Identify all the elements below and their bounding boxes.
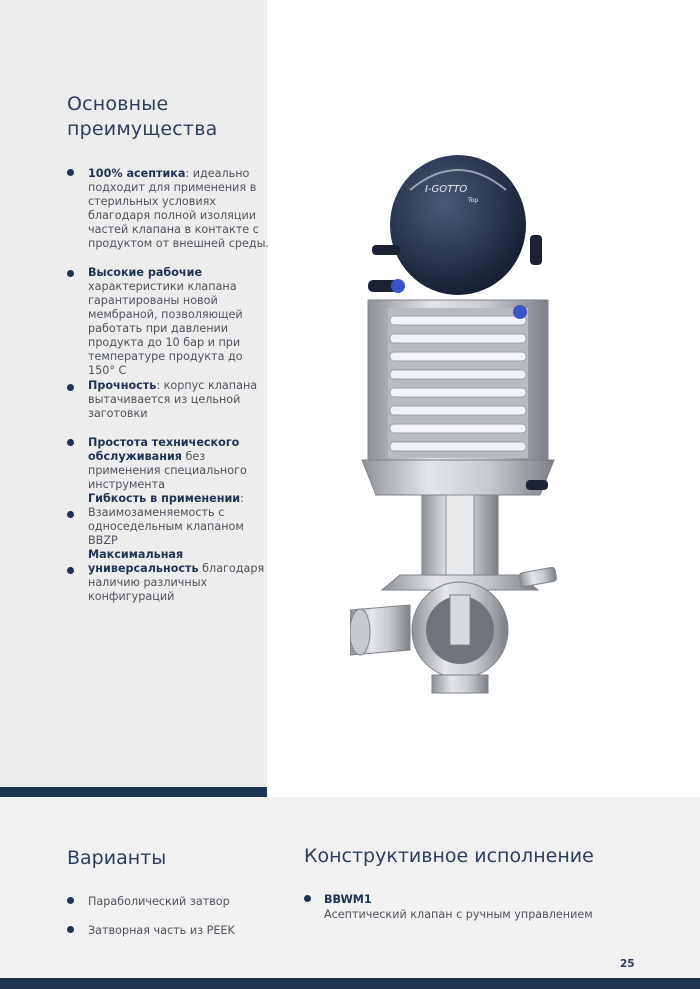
advantage-bold: Максимальная универсальность xyxy=(88,548,199,575)
bullet-icon xyxy=(67,897,74,904)
advantages-title: Основные преимущества xyxy=(67,93,218,140)
footer-bar xyxy=(0,978,700,989)
advantage-bold: Гибкость в применении xyxy=(88,492,241,505)
bullet-icon xyxy=(67,169,74,176)
advantage-text: : идеально подходит для применения в стерильных условиях благодаря полной изоляции частей клапана в контакте с продуктом от внешней среды. xyxy=(88,167,269,250)
bottom-area xyxy=(0,797,700,980)
advantage-text: благодаря наличию различных конфигураций xyxy=(88,562,265,603)
advantage-bold: Простота технического обслуживания xyxy=(88,436,240,463)
advantage-text: : Взаимозаменяемость с односедельным клапаном BBZP xyxy=(88,492,244,547)
brand-label: I-GOTTO xyxy=(425,184,468,195)
construction-description: Асептический клапан с ручным управлением xyxy=(324,908,593,921)
bullet-icon xyxy=(67,926,74,933)
advantage-item-6 xyxy=(88,548,270,604)
actuator-head xyxy=(390,155,526,295)
advantage-bold: Высокие рабочие xyxy=(88,266,203,279)
indicator-icon xyxy=(391,279,405,293)
bullet-icon xyxy=(304,895,311,902)
bullet-icon xyxy=(67,511,74,518)
advantage-item-4 xyxy=(88,436,270,492)
valve-illustration xyxy=(350,150,570,700)
advantage-item-1 xyxy=(88,167,270,251)
variant-item-2: Затворная часть из PEEK xyxy=(88,924,235,937)
advantage-bold: 100% асептика xyxy=(88,167,186,180)
advantage-item-2 xyxy=(88,266,270,378)
bullet-icon xyxy=(67,439,74,446)
advantage-item-5 xyxy=(88,492,270,548)
advantage-item-3 xyxy=(88,379,270,421)
divider-bar xyxy=(0,787,267,797)
variant-item-1: Параболический затвор xyxy=(88,895,230,908)
advantage-text: без применения специального инструмента xyxy=(88,450,247,491)
advantage-text: : корпус клапана вытачивается из цельной заготовки xyxy=(88,379,258,420)
bullet-icon xyxy=(67,270,74,277)
advantage-bold: Прочность xyxy=(88,379,157,392)
construction-code: BBWM1 xyxy=(324,893,372,906)
page-number: 25 xyxy=(620,958,635,970)
bullet-icon xyxy=(67,567,74,574)
advantage-text: характеристики клапана гарантированы новой мембраной, позволяющей работать при давлении продукта до 10 бар и при температуре продукта до 150° С xyxy=(88,280,243,377)
brand-sublabel: Top xyxy=(468,197,479,204)
variants-title: Варианты xyxy=(67,847,167,869)
bullet-icon xyxy=(67,384,74,391)
construction-title: Конструктивное исполнение xyxy=(304,845,594,867)
indicator-icon xyxy=(513,305,527,319)
